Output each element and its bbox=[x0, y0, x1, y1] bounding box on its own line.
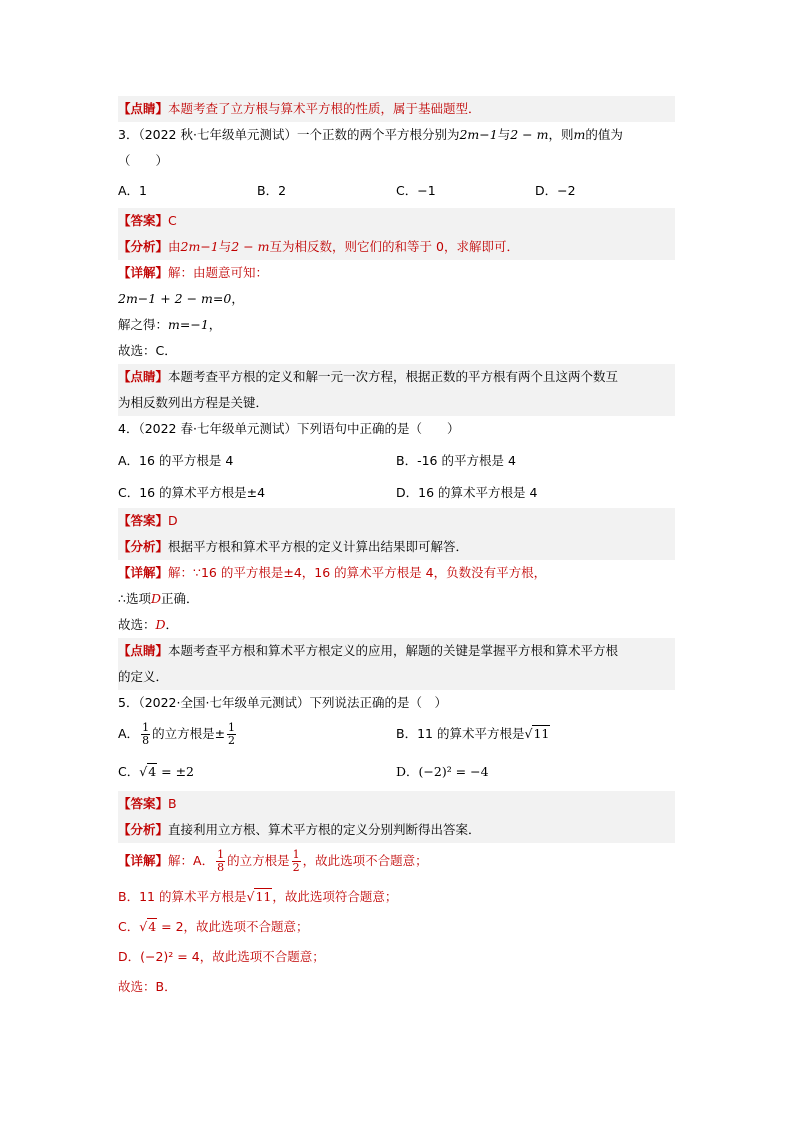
q3-equation-2 bbox=[118, 312, 675, 338]
analysis-expr-1: 2m−1 bbox=[180, 239, 219, 254]
analysis-pre: 由 bbox=[168, 239, 181, 254]
document-page bbox=[118, 96, 675, 1000]
q4-detail-2 bbox=[118, 586, 675, 612]
answer-tag: 【答案】 bbox=[118, 513, 169, 528]
sqrt: √11 bbox=[246, 889, 272, 904]
q4-detail bbox=[118, 560, 675, 586]
detail-2-pre: ∴选项 bbox=[118, 591, 151, 606]
analysis-mid: 与 bbox=[218, 239, 232, 254]
detail-text: 解：由题意可知： bbox=[168, 265, 269, 280]
question-5-options-row-1 bbox=[118, 716, 675, 755]
radicand: 11 bbox=[533, 726, 550, 741]
q3-note-1 bbox=[118, 364, 675, 390]
denominator: 2 bbox=[292, 861, 300, 874]
denominator: 8 bbox=[217, 861, 225, 874]
q5-stem-text: 5．（2022·全国·七年级单元测试）下列说法正确的是（ ） bbox=[118, 695, 447, 710]
q3-paren: （ ） bbox=[118, 153, 169, 168]
denominator: 8 bbox=[142, 734, 150, 747]
note-text: 为相反数列出方程是关键． bbox=[118, 395, 269, 410]
detail-b-post: ，故此选项符合题意； bbox=[272, 889, 398, 904]
question-4-options-row-2 bbox=[118, 480, 675, 506]
question-4-stem bbox=[118, 416, 675, 442]
detail-c-pre: C． bbox=[118, 919, 140, 934]
analysis-text: 根据平方根和算术平方根的定义计算出结果即可解答． bbox=[168, 539, 469, 554]
detail-mid: 的立方根是 bbox=[227, 853, 290, 868]
q4-answer bbox=[118, 508, 675, 534]
choose-post: ． bbox=[165, 617, 179, 632]
numerator: 1 bbox=[217, 848, 225, 861]
q5-a-mid: 的立方根是± bbox=[152, 726, 226, 741]
q3-note-2 bbox=[118, 390, 675, 416]
q4-note-2 bbox=[118, 664, 675, 690]
q3-equation-1 bbox=[118, 286, 675, 312]
denominator: 2 bbox=[228, 734, 236, 747]
detail-text: 解：∵16 的平方根是±4，16 的算术平方根是 4，负数没有平方根， bbox=[168, 565, 547, 580]
equation-1-tail: ， bbox=[231, 291, 244, 306]
q5-detail-c bbox=[118, 914, 675, 940]
fraction bbox=[141, 722, 150, 747]
q3-var: m bbox=[573, 127, 586, 142]
sqrt: √4 bbox=[139, 919, 157, 934]
q5-answer bbox=[118, 791, 675, 817]
q5-b-pre: B．11 的算术平方根是 bbox=[396, 726, 525, 741]
q3-option-b: B．2 bbox=[257, 183, 287, 198]
q3-tail-2: 的值为 bbox=[585, 127, 623, 142]
detail-pre: 解：A． bbox=[168, 853, 215, 868]
detail-b-pre: B．11 的算术平方根是 bbox=[118, 889, 247, 904]
q3-answer bbox=[118, 208, 675, 234]
q5-detail-b bbox=[118, 884, 675, 910]
radicand: 4 bbox=[148, 764, 157, 779]
analysis-post: 互为相反数，则它们的和等于 0，求解即可． bbox=[269, 239, 519, 254]
q5-choose bbox=[118, 974, 675, 1000]
q5-c-pre: C． bbox=[118, 764, 140, 779]
detail-2-var: D bbox=[150, 591, 161, 606]
analysis-text: 直接利用立方根、算术平方根的定义分别判断得出答案． bbox=[168, 822, 481, 837]
detail-tag: 【详解】 bbox=[118, 565, 169, 580]
fraction bbox=[292, 849, 301, 874]
q4-option-b: B．-16 的平方根是 4 bbox=[396, 453, 516, 468]
detail-2-post: 正确． bbox=[160, 591, 199, 606]
q3-mid: 与 bbox=[497, 127, 511, 142]
radicand: 4 bbox=[148, 919, 157, 934]
detail-post: ，故此选项不合题意； bbox=[302, 853, 428, 868]
q4-option-c: C．16 的算术平方根是±4 bbox=[118, 485, 266, 500]
q5-c-post: = ±2 bbox=[157, 764, 195, 779]
analysis-expr-2: 2 − m bbox=[231, 239, 270, 254]
q4-stem-text: 4．（2022 春·七年级单元测试）下列语句中正确的是（ ） bbox=[118, 421, 460, 436]
note-text: 的定义． bbox=[118, 669, 169, 684]
note-tag: 【点睛】 bbox=[118, 369, 169, 384]
detail-d: D．(−2)² = 4，故此选项不合题意； bbox=[118, 949, 325, 964]
q4-analysis bbox=[118, 534, 675, 560]
equation-1: 2m−1 + 2 − m=0 bbox=[118, 291, 232, 306]
q5-option-c bbox=[118, 759, 396, 785]
detail-tag: 【详解】 bbox=[118, 265, 169, 280]
detail-c-post: = 2，故此选项不合题意； bbox=[157, 919, 309, 934]
q4-option-a: A．16 的平方根是 4 bbox=[118, 453, 234, 468]
q5-analysis bbox=[118, 817, 675, 843]
q4-note-1 bbox=[118, 638, 675, 664]
q5-option-b bbox=[396, 719, 674, 755]
q3-detail bbox=[118, 260, 675, 286]
question-3-paren bbox=[118, 148, 675, 174]
answer-value: D bbox=[168, 513, 178, 528]
note-text: 本题考查平方根和算术平方根定义的应用，解题的关键是掌握平方根和算术平方根 bbox=[168, 643, 619, 658]
choose-text: 故选：B． bbox=[118, 979, 177, 994]
question-5-stem bbox=[118, 690, 675, 716]
fraction bbox=[227, 722, 236, 747]
equation-2: m=−1 bbox=[168, 317, 209, 332]
q5-option-a bbox=[118, 719, 396, 755]
equation-2-pre: 解之得： bbox=[118, 317, 169, 332]
numerator: 1 bbox=[228, 721, 236, 734]
choose-text: 故选：C． bbox=[118, 343, 177, 358]
q3-option-d: D．−2 bbox=[535, 183, 576, 198]
note-tag: 【点睛】 bbox=[118, 643, 169, 658]
q3-choose bbox=[118, 338, 675, 364]
answer-value: B bbox=[168, 796, 177, 811]
q3-analysis bbox=[118, 234, 675, 260]
question-3-options bbox=[118, 178, 675, 204]
q4-option-d: D．16 的算术平方根是 4 bbox=[396, 485, 538, 500]
sqrt: √11 bbox=[524, 726, 550, 741]
note-line bbox=[118, 96, 675, 122]
q4-choose bbox=[118, 612, 675, 638]
q5-detail bbox=[118, 843, 675, 882]
note-text: 本题考查了立方根与算术平方根的性质，属于基础题型． bbox=[168, 101, 481, 116]
note-tag: 【点睛】 bbox=[118, 101, 169, 116]
q3-stem-text: 3．（2022 秋·七年级单元测试）一个正数的两个平方根分别为 bbox=[118, 127, 460, 142]
numerator: 1 bbox=[292, 848, 300, 861]
q3-expr-2: 2 − m bbox=[510, 127, 549, 142]
choose-pre: 故选： bbox=[118, 617, 156, 632]
q3-option-a: A．1 bbox=[118, 183, 148, 198]
choose-var: D bbox=[155, 617, 166, 632]
answer-value: C bbox=[168, 213, 177, 228]
detail-tag: 【详解】 bbox=[118, 853, 169, 868]
question-4-options-row-1 bbox=[118, 448, 675, 474]
analysis-tag: 【分析】 bbox=[118, 239, 169, 254]
q5-detail-d bbox=[118, 944, 675, 970]
answer-tag: 【答案】 bbox=[118, 796, 169, 811]
q3-expr-1: 2m−1 bbox=[459, 127, 498, 142]
question-5-options-row-2 bbox=[118, 759, 675, 785]
q5-option-d: D．(−2)² = −4 bbox=[396, 764, 489, 779]
q3-tail: ，则 bbox=[548, 127, 574, 142]
numerator: 1 bbox=[142, 721, 150, 734]
question-3-stem bbox=[118, 122, 675, 148]
analysis-tag: 【分析】 bbox=[118, 539, 169, 554]
equation-2-tail: ， bbox=[208, 317, 222, 332]
radicand: 11 bbox=[255, 889, 272, 904]
note-text: 本题考查平方根的定义和解一元一次方程，根据正数的平方根有两个且这两个数互 bbox=[168, 369, 619, 384]
answer-tag: 【答案】 bbox=[118, 213, 169, 228]
analysis-tag: 【分析】 bbox=[118, 822, 169, 837]
q3-option-c: C．−1 bbox=[396, 183, 436, 198]
fraction bbox=[216, 849, 225, 874]
sqrt: √4 bbox=[139, 764, 157, 779]
q5-a-pre: A． bbox=[118, 726, 140, 741]
